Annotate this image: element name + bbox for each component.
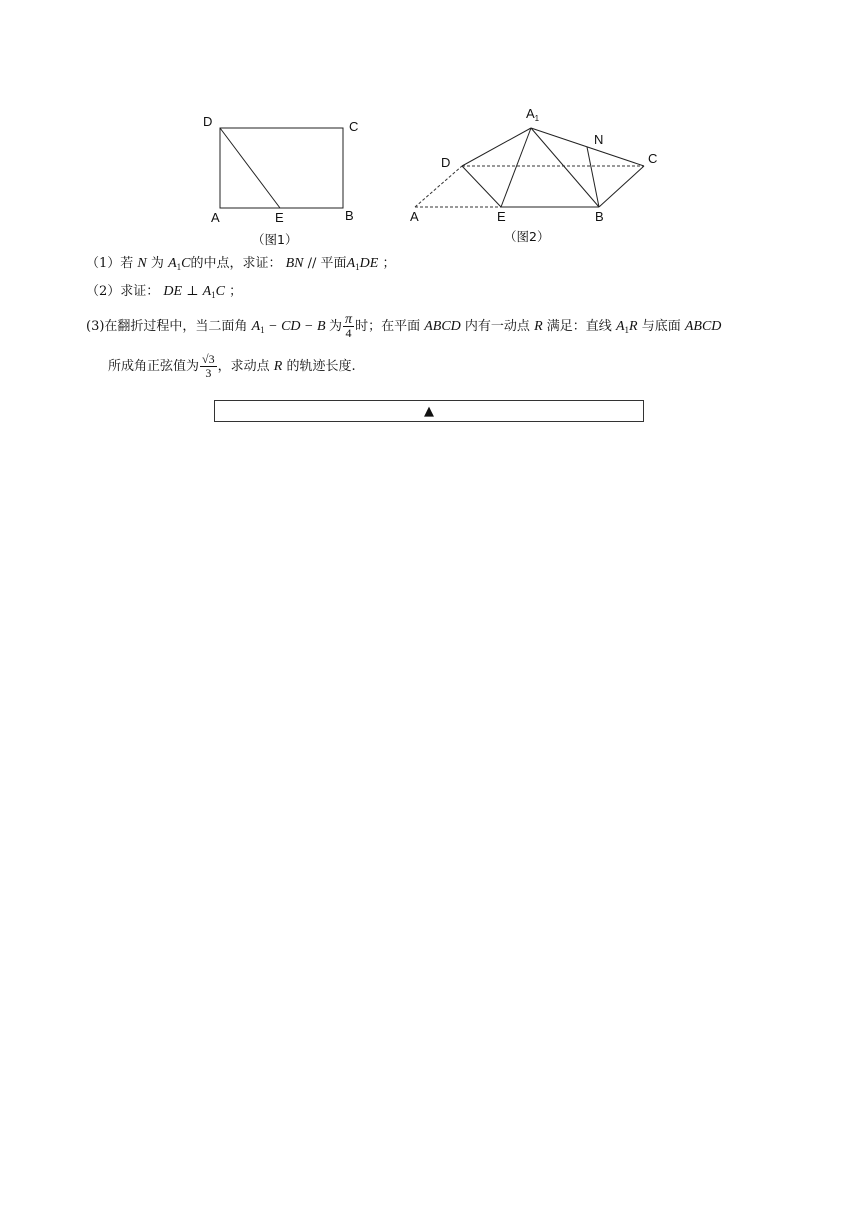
q1-text-1: 为 — [150, 256, 164, 271]
q1-bn: BN — [285, 256, 304, 271]
label-c: C — [648, 151, 658, 166]
label-d: D — [203, 114, 213, 129]
q3-dihedral: $A_1$ − CD − B — [251, 319, 330, 335]
q3-fraction-sqrt3-3: $\frac{√3}{3}$ — [202, 352, 215, 380]
label-c: C — [349, 119, 359, 134]
segment-de — [462, 166, 501, 207]
q1-plane: 平面 — [320, 256, 347, 271]
q3-text-3: 内有一动点 — [464, 319, 530, 334]
q3-text-5: 与底面 — [641, 319, 681, 334]
segment-bn — [587, 147, 599, 207]
q1-parallel: // — [303, 256, 321, 271]
q3-text-1: 为 — [329, 319, 343, 334]
label-d: D — [441, 155, 451, 170]
q3-r: R — [534, 319, 543, 334]
q1-a1c: $A_1C$ — [168, 256, 191, 272]
label-a1: $A_1$ — [526, 106, 540, 123]
figure-1-caption: （图1） — [252, 232, 298, 247]
label-n: N — [594, 132, 604, 147]
q3-line2-b: ，求动点 — [217, 359, 270, 374]
q2-a1c: $A_1C$ — [202, 284, 225, 300]
label-a: A — [410, 209, 419, 224]
q2-prefix: （2）求证： — [86, 284, 160, 299]
q3-text-4: 满足：直线 — [546, 319, 612, 334]
q3-line2-c: 的轨迹长度. — [286, 359, 356, 374]
label-e: E — [497, 209, 506, 224]
q3-fraction-pi-4: $\frac{\pi}{4}$ — [345, 312, 353, 340]
q3-line2-a: 所成角正弦值为 — [108, 359, 200, 374]
label-b: B — [595, 209, 604, 224]
question-3-line-2 — [108, 352, 356, 382]
figure-2-drawing — [405, 100, 675, 250]
figure-2 — [405, 100, 675, 250]
figure-1-drawing — [190, 108, 380, 253]
q3-text-2: 时；在平面 — [355, 319, 421, 334]
segment-de — [220, 128, 280, 208]
q1-a1de: $A_1DE$ — [346, 256, 379, 272]
segment-ea1 — [501, 128, 531, 207]
label-b: B — [345, 208, 354, 223]
answer-box[interactable] — [214, 400, 644, 422]
q2-de: DE — [163, 284, 183, 299]
q3-prefix: (3)在翻折过程中，当二面角 — [86, 319, 248, 334]
question-3-line-1 — [86, 312, 721, 345]
label-a: A — [211, 210, 220, 225]
triangle-icon: ▲ — [424, 403, 434, 419]
q3-r-2: R — [273, 359, 283, 374]
figure-1 — [190, 108, 380, 253]
q1-end: ； — [382, 256, 396, 271]
q1-prefix: （1）若 — [86, 256, 134, 271]
figure-2-caption: （图2） — [504, 229, 550, 244]
question-1 — [86, 254, 395, 277]
q2-perp: ⊥ — [182, 284, 203, 299]
q2-end: ； — [229, 284, 243, 299]
question-2 — [86, 282, 242, 305]
dashed-ad — [415, 166, 462, 207]
rectangle-abcd — [220, 128, 343, 208]
q3-abcd-2: ABCD — [684, 319, 722, 334]
segment-bc — [599, 166, 644, 207]
q3-a1r: $A_1R$ — [615, 319, 638, 335]
segment-da1 — [462, 128, 531, 166]
q1-point-n: N — [137, 256, 147, 271]
q3-abcd: ABCD — [424, 319, 461, 334]
q1-text-2: 的中点，求证： — [190, 256, 282, 271]
label-e: E — [275, 210, 284, 225]
